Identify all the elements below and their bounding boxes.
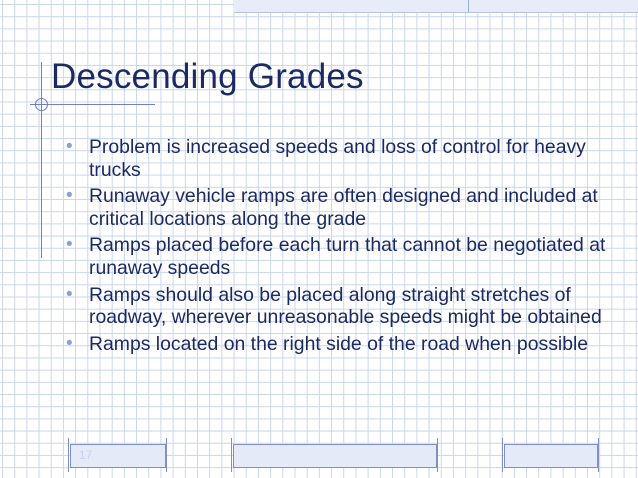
decorative-vertical-rule: [41, 62, 42, 258]
bullet-icon: •: [66, 185, 73, 207]
bullet-item: [66, 185, 606, 230]
bullet-text: Ramps placed before each turn that cannot be negotiated at runaway speeds: [89, 234, 606, 279]
top-band: [234, 0, 638, 13]
footer-center-box: [233, 444, 437, 468]
bullet-icon: •: [66, 234, 73, 256]
slide-title: Descending Grades: [51, 57, 364, 96]
bullet-item: [66, 234, 606, 279]
footer-tick: [502, 438, 503, 472]
bullet-text: Runaway vehicle ramps are often designed and included at critical locations along the grade: [89, 185, 598, 230]
bullet-item: [66, 284, 606, 329]
bullet-icon: •: [66, 332, 73, 354]
top-band-divider: [468, 0, 469, 12]
footer-tick: [231, 438, 232, 472]
footer-tick: [166, 438, 167, 472]
bullet-icon: •: [66, 136, 73, 157]
decorative-horizontal-rule: [30, 104, 155, 105]
footer-right-box: [504, 444, 598, 468]
footer-tick: [68, 438, 69, 472]
slide-number: 17: [79, 448, 93, 462]
bullet-text: Problem is increased speeds and loss of control for heavy trucks: [89, 136, 586, 181]
footer-tick: [598, 438, 599, 472]
bullet-item: [66, 136, 606, 181]
bullet-icon: •: [66, 283, 73, 305]
footer-tick: [437, 438, 438, 472]
bullet-list: [66, 136, 606, 359]
bullet-item: [66, 333, 606, 356]
decorative-ring-icon: [35, 98, 48, 111]
bullet-text: Ramps should also be placed along straight stretches of roadway, wherever unreasonable speeds might be obtained: [89, 283, 602, 329]
bullet-text: Ramps located on the right side of the road when possible: [89, 332, 589, 355]
